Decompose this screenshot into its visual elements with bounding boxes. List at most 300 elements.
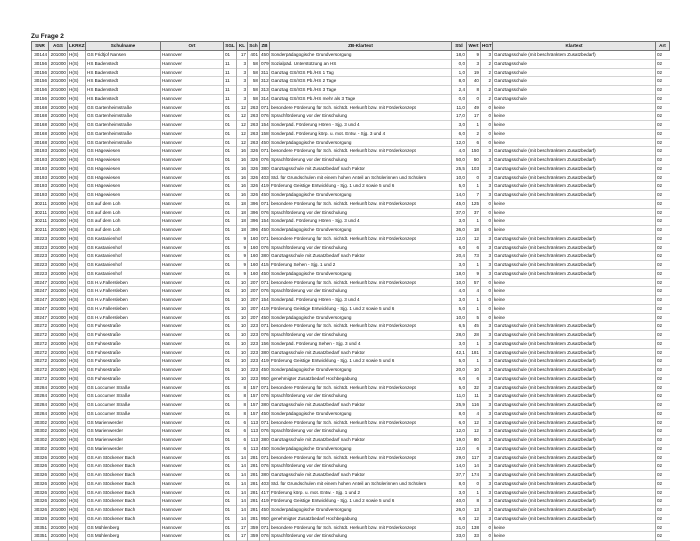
cell-hgt: 3 [481, 269, 493, 278]
cell-lkrkz: H(S) [68, 51, 86, 60]
cell-std: 10,0 [452, 313, 467, 322]
cell-lkrkz: H(S) [68, 322, 86, 331]
cell-art: 02 [656, 366, 670, 375]
cell-lkrkz: H(S) [68, 243, 86, 252]
cell-hgt: 2 [481, 59, 493, 68]
cell-art: 02 [656, 208, 670, 217]
cell-kl: 9 [237, 252, 248, 261]
cell-klartext: Ganztagsschule (mit beschränktem Zusatzbedarf) [493, 479, 656, 488]
cell-sgl: 11 [224, 68, 237, 77]
cell-std: 25,5 [452, 164, 467, 173]
cell-hgt: 0 [481, 208, 493, 217]
cell-hgt: 3 [481, 436, 493, 445]
cell-klartext: keine [493, 304, 656, 313]
cell-zb: 071 [260, 103, 270, 112]
cell-sch: 223 [248, 331, 260, 340]
cell-ags: 201000 [49, 234, 68, 243]
cell-klartext: Ganztagsschule (mit beschränktem Zusatzbedarf) [493, 348, 656, 357]
cell-sch: 396 [248, 199, 260, 208]
cell-sgl: 01 [224, 296, 237, 305]
cell-art: 02 [656, 261, 670, 270]
cell-zb: 380 [260, 348, 270, 357]
cell-klartext: keine [493, 532, 656, 541]
cell-std: 20,0 [452, 366, 467, 375]
cell-wert: 10 [467, 366, 481, 375]
cell-zb: 950 [260, 374, 270, 383]
cell-schulname: HS Badenstedt [86, 68, 161, 77]
cell-ort: Hannover [161, 506, 224, 515]
cell-lkrkz: H(S) [68, 164, 86, 173]
cell-zb-klartext: besondere Förderung für Sch. nichtdt. Herkunft bzw. mit Förderkonzept [270, 453, 452, 462]
cell-hgt: 3 [481, 357, 493, 366]
column-header-hgt: HGT [481, 42, 493, 51]
cell-zb-klartext: Ganztag GS/IGS Pb./HS 1 Tag [270, 68, 452, 77]
cell-schulname: GS Marienwerder [86, 427, 161, 436]
cell-sch: 160 [248, 252, 260, 261]
cell-ort: Hannover [161, 138, 224, 147]
cell-lkrkz: H(S) [68, 156, 86, 165]
cell-sch: 263 [248, 129, 260, 138]
cell-schulname: GS Fuhsestraße [86, 322, 161, 331]
cell-sgl: 01 [224, 138, 237, 147]
cell-sch: 359 [248, 532, 260, 541]
cell-sch: 160 [248, 234, 260, 243]
cell-lkrkz: H(S) [68, 374, 86, 383]
cell-ort: Hannover [161, 488, 224, 497]
cell-ort: Hannover [161, 182, 224, 191]
cell-sch: 326 [248, 156, 260, 165]
table-row [32, 471, 670, 480]
column-header-zb-klartext: ZB-Klartext [270, 42, 452, 51]
cell-schulname: GS Loccumer Straße [86, 409, 161, 418]
cell-klartext: Ganztagsschule (mit beschränktem Zusatzbedarf) [493, 409, 656, 418]
cell-ags: 201000 [49, 173, 68, 182]
cell-sgl: 01 [224, 348, 237, 357]
cell-schulname: GS H.v.Fallersleben [86, 287, 161, 296]
cell-schulname: GS Hägewiesen [86, 147, 161, 156]
cell-ort: Hannover [161, 497, 224, 506]
cell-hgt: 3 [481, 147, 493, 156]
cell-klartext: keine [493, 278, 656, 287]
cell-klartext: keine [493, 199, 656, 208]
cell-zb: 079 [260, 59, 270, 68]
cell-ags: 201000 [49, 199, 68, 208]
cell-ags: 201000 [49, 103, 68, 112]
cell-std: 14,0 [452, 191, 467, 200]
cell-zb: 450 [260, 138, 270, 147]
cell-kl: 14 [237, 479, 248, 488]
cell-sch: 263 [248, 121, 260, 130]
cell-kl: 16 [237, 164, 248, 173]
cell-ort: Hannover [161, 121, 224, 130]
cell-ort: Hannover [161, 374, 224, 383]
cell-lkrkz: H(S) [68, 68, 86, 77]
cell-kl: 3 [237, 94, 248, 103]
cell-lkrkz: H(S) [68, 383, 86, 392]
cell-wert: 17 [467, 112, 481, 121]
cell-art: 02 [656, 138, 670, 147]
cell-klartext: keine [493, 226, 656, 235]
table-row [32, 208, 670, 217]
cell-hgt: 0 [481, 103, 493, 112]
cell-klartext: Ganztagsschule (mit beschränktem Zusatzbedarf) [493, 453, 656, 462]
cell-wert: 33 [467, 532, 481, 541]
cell-kl: 10 [237, 278, 248, 287]
cell-art: 02 [656, 479, 670, 488]
cell-art: 02 [656, 278, 670, 287]
table-row [32, 514, 670, 523]
cell-zb-klartext: Sonderpädagogische Grundversorgung [270, 191, 452, 200]
cell-art: 02 [656, 339, 670, 348]
column-header-kl: KL [237, 42, 248, 51]
cell-sgl: 01 [224, 191, 237, 200]
cell-snr: 30223 [32, 269, 49, 278]
cell-wert: 9 [467, 51, 481, 60]
cell-art: 02 [656, 418, 670, 427]
cell-snr: 30193 [32, 182, 49, 191]
table-row [32, 436, 670, 445]
cell-snr: 30284 [32, 383, 49, 392]
cell-klartext: Ganztagsschule (mit beschränktem Zusatzbedarf) [493, 462, 656, 471]
cell-sgl: 01 [224, 392, 237, 401]
cell-zb-klartext: Förderung Geistige Entwicklung - Sjg. 1 und 2 sowie 5 und 6 [270, 304, 452, 313]
cell-schulname: GS Fuhsestraße [86, 374, 161, 383]
cell-schulname: GS Fuhsestraße [86, 331, 161, 340]
cell-ort: Hannover [161, 479, 224, 488]
cell-wert: 150 [467, 147, 481, 156]
cell-kl: 12 [237, 103, 248, 112]
cell-snr: 30326 [32, 471, 49, 480]
cell-sch: 157 [248, 392, 260, 401]
cell-kl: 8 [237, 383, 248, 392]
cell-hgt: 3 [481, 348, 493, 357]
cell-ags: 201000 [49, 322, 68, 331]
cell-ort: Hannover [161, 156, 224, 165]
cell-sgl: 11 [224, 86, 237, 95]
table-row [32, 278, 670, 287]
cell-ags: 201000 [49, 436, 68, 445]
cell-wert: 1 [467, 304, 481, 313]
cell-art: 02 [656, 51, 670, 60]
cell-ort: Hannover [161, 453, 224, 462]
cell-zb-klartext: Ganztag GS/IGS Pb./HS 3 Tage [270, 86, 452, 95]
cell-kl: 8 [237, 409, 248, 418]
cell-art: 02 [656, 444, 670, 453]
column-header-sch: Sch [248, 42, 260, 51]
cell-art: 02 [656, 322, 670, 331]
cell-snr: 30211 [32, 226, 49, 235]
cell-sch: 281 [248, 506, 260, 515]
cell-snr: 30351 [32, 523, 49, 532]
cell-sch: 113 [248, 444, 260, 453]
cell-std: 12,0 [452, 138, 467, 147]
cell-klartext: Ganztagsschule [493, 68, 656, 77]
cell-kl: 14 [237, 471, 248, 480]
cell-sgl: 01 [224, 173, 237, 182]
cell-sch: 160 [248, 243, 260, 252]
cell-klartext: Ganztagsschule (mit beschränktem Zusatzbedarf) [493, 173, 656, 182]
table-row [32, 269, 670, 278]
cell-snr: 30284 [32, 392, 49, 401]
cell-ort: Hannover [161, 383, 224, 392]
cell-ort: Hannover [161, 112, 224, 121]
cell-wert: 45 [467, 322, 481, 331]
cell-art: 02 [656, 68, 670, 77]
cell-ort: Hannover [161, 173, 224, 182]
cell-schulname: GS Gartenheimstraße [86, 103, 161, 112]
cell-lkrkz: H(S) [68, 514, 86, 523]
cell-ort: Hannover [161, 444, 224, 453]
cell-kl: 14 [237, 488, 248, 497]
cell-zb-klartext: besondere Förderung für Sch. nichtdt. Herkunft bzw. mit Förderkonzept [270, 383, 452, 392]
cell-wert: 4 [467, 409, 481, 418]
cell-sch: 58 [248, 94, 260, 103]
cell-snr: 30193 [32, 164, 49, 173]
cell-std: 26,0 [452, 506, 467, 515]
cell-hgt: 0 [481, 278, 493, 287]
cell-art: 02 [656, 147, 670, 156]
cell-hgt: 0 [481, 112, 493, 121]
table-row [32, 444, 670, 453]
cell-ags: 201000 [49, 497, 68, 506]
cell-wert: 49 [467, 103, 481, 112]
cell-zb-klartext: Sprachförderung vor der Einschulung [270, 243, 452, 252]
cell-hgt: 0 [481, 217, 493, 226]
cell-zb-klartext: Sonderpädagogische Grundversorgung [270, 226, 452, 235]
cell-art: 02 [656, 86, 670, 95]
cell-hgt: 3 [481, 164, 493, 173]
cell-wert: 12 [467, 418, 481, 427]
cell-klartext: Ganztagsschule (mit beschränktem Zusatzbedarf) [493, 357, 656, 366]
cell-sgl: 01 [224, 182, 237, 191]
cell-kl: 12 [237, 129, 248, 138]
cell-klartext: Ganztagsschule (mit beschränktem Zusatzbedarf) [493, 392, 656, 401]
cell-hgt: 3 [481, 462, 493, 471]
cell-sgl: 01 [224, 147, 237, 156]
cell-std: 17,0 [452, 112, 467, 121]
cell-kl: 9 [237, 269, 248, 278]
cell-ags: 201000 [49, 191, 68, 200]
cell-klartext: Ganztagsschule (mit beschränktem Zusatzbedarf) [493, 261, 656, 270]
cell-zb: 450 [260, 269, 270, 278]
cell-schulname: GS Marienwerder [86, 444, 161, 453]
cell-sgl: 01 [224, 287, 237, 296]
cell-lkrkz: H(S) [68, 94, 86, 103]
cell-zb: 071 [260, 453, 270, 462]
cell-hgt: 0 [481, 121, 493, 130]
cell-snr: 30272 [32, 339, 49, 348]
cell-klartext: Ganztagsschule (mit beschränktem Zusatzbedarf) [493, 147, 656, 156]
cell-zb-klartext: Sonderpädagogische Grundversorgung [270, 366, 452, 375]
cell-zb: 154 [260, 217, 270, 226]
cell-ort: Hannover [161, 59, 224, 68]
cell-sch: 326 [248, 173, 260, 182]
cell-klartext: Ganztagsschule (mit beschränktem Zusatzbedarf) [493, 252, 656, 261]
cell-klartext: Ganztagsschule (mit beschränktem Zusatzbedarf) [493, 269, 656, 278]
cell-schulname: GS Fuhsestraße [86, 366, 161, 375]
cell-lkrkz: H(S) [68, 173, 86, 182]
cell-klartext: Ganztagsschule [493, 94, 656, 103]
cell-lkrkz: H(S) [68, 208, 86, 217]
cell-sch: 223 [248, 348, 260, 357]
cell-ags: 201000 [49, 409, 68, 418]
cell-zb: 071 [260, 322, 270, 331]
cell-sch: 223 [248, 339, 260, 348]
cell-ags: 201000 [49, 252, 68, 261]
column-header-std: Std [452, 42, 467, 51]
cell-ags: 201000 [49, 121, 68, 130]
cell-lkrkz: H(S) [68, 532, 86, 541]
cell-ags: 201000 [49, 453, 68, 462]
cell-hgt: 3 [481, 374, 493, 383]
cell-art: 02 [656, 506, 670, 515]
cell-wert: 8 [467, 497, 481, 506]
column-header-ags: AGS [49, 42, 68, 51]
cell-ags: 201000 [49, 427, 68, 436]
cell-wert: 11 [467, 392, 481, 401]
cell-ort: Hannover [161, 199, 224, 208]
cell-art: 02 [656, 331, 670, 340]
cell-klartext: keine [493, 296, 656, 305]
cell-snr: 30272 [32, 331, 49, 340]
cell-sch: 207 [248, 304, 260, 313]
cell-kl: 16 [237, 191, 248, 200]
cell-kl: 17 [237, 532, 248, 541]
cell-sch: 281 [248, 471, 260, 480]
cell-schulname: GS Am Stöckener Bach [86, 488, 161, 497]
cell-hgt: 3 [481, 392, 493, 401]
cell-sgl: 11 [224, 77, 237, 86]
cell-lkrkz: H(S) [68, 77, 86, 86]
cell-ags: 201000 [49, 112, 68, 121]
cell-sch: 326 [248, 182, 260, 191]
cell-std: 19,0 [452, 436, 467, 445]
cell-ort: Hannover [161, 357, 224, 366]
cell-sch: 281 [248, 479, 260, 488]
cell-schulname: GS Mühlenberg [86, 532, 161, 541]
page-title: Zu Frage 2 [31, 33, 64, 40]
cell-sgl: 01 [224, 226, 237, 235]
cell-wert: 6 [467, 243, 481, 252]
cell-std: 45,0 [452, 199, 467, 208]
cell-snr: 30351 [32, 532, 49, 541]
cell-wert: 18 [467, 226, 481, 235]
cell-ags: 201000 [49, 479, 68, 488]
cell-klartext: Ganztagsschule (mit beschränktem Zusatzbedarf) [493, 444, 656, 453]
cell-zb: 076 [260, 392, 270, 401]
cell-ort: Hannover [161, 77, 224, 86]
cell-klartext: Ganztagsschule (mit beschränktem Zusatzbedarf) [493, 51, 656, 60]
cell-lkrkz: H(S) [68, 226, 86, 235]
cell-art: 02 [656, 77, 670, 86]
cell-sch: 160 [248, 269, 260, 278]
cell-art: 02 [656, 243, 670, 252]
cell-snr: 30302 [32, 418, 49, 427]
table-row [32, 191, 670, 200]
cell-sgl: 01 [224, 156, 237, 165]
cell-std: 4,0 [452, 147, 467, 156]
cell-hgt: 2 [481, 94, 493, 103]
cell-ort: Hannover [161, 287, 224, 296]
cell-wert: 12 [467, 514, 481, 523]
cell-hgt: 3 [481, 497, 493, 506]
cell-snr: 30168 [32, 112, 49, 121]
cell-sgl: 01 [224, 401, 237, 410]
cell-std: 31,0 [452, 523, 467, 532]
cell-lkrkz: H(S) [68, 59, 86, 68]
cell-sch: 263 [248, 103, 260, 112]
cell-ags: 201000 [49, 313, 68, 322]
cell-std: 40,0 [452, 497, 467, 506]
cell-snr: 30144 [32, 51, 49, 60]
cell-kl: 10 [237, 322, 248, 331]
table-row [32, 94, 670, 103]
table-row [32, 401, 670, 410]
cell-zb: 076 [260, 532, 270, 541]
cell-ort: Hannover [161, 366, 224, 375]
cell-sgl: 01 [224, 471, 237, 480]
cell-schulname: HS Badenstedt [86, 94, 161, 103]
cell-art: 02 [656, 217, 670, 226]
cell-wert: 117 [467, 453, 481, 462]
cell-zb: 450 [260, 51, 270, 60]
cell-kl: 17 [237, 523, 248, 532]
cell-ort: Hannover [161, 147, 224, 156]
cell-snr: 30168 [32, 121, 49, 130]
cell-klartext: Ganztagsschule (mit beschränktem Zusatzbedarf) [493, 191, 656, 200]
cell-lkrkz: H(S) [68, 523, 86, 532]
cell-snr: 30272 [32, 357, 49, 366]
cell-art: 02 [656, 234, 670, 243]
cell-art: 02 [656, 436, 670, 445]
cell-zb: 071 [260, 199, 270, 208]
cell-art: 02 [656, 462, 670, 471]
cell-hgt: 0 [481, 199, 493, 208]
cell-klartext: keine [493, 208, 656, 217]
cell-art: 02 [656, 191, 670, 200]
cell-kl: 10 [237, 331, 248, 340]
cell-art: 02 [656, 523, 670, 532]
cell-ags: 201000 [49, 304, 68, 313]
cell-zb-klartext: Sonderpäd. Förderung Hören - Sjg. 3 und 4 [270, 217, 452, 226]
cell-wert: 174 [467, 471, 481, 480]
cell-art: 02 [656, 514, 670, 523]
cell-art: 02 [656, 199, 670, 208]
cell-art: 02 [656, 304, 670, 313]
cell-snr: 30284 [32, 409, 49, 418]
cell-zb: 076 [260, 331, 270, 340]
cell-zb-klartext: besondere Förderung für Sch. nichtdt. Herkunft bzw. mit Förderkonzept [270, 523, 452, 532]
cell-schulname: GS Am Stöckener Bach [86, 506, 161, 515]
cell-std: 50,0 [452, 156, 467, 165]
cell-wert: 28 [467, 331, 481, 340]
cell-sch: 58 [248, 86, 260, 95]
cell-zb-klartext: Förderung Sehen - Sjg. 1 und 2 [270, 261, 452, 270]
cell-zb-klartext: Förderung körp. u. mot. Entw. - Sjg. 1 und 2 [270, 488, 452, 497]
cell-std: 29,0 [452, 453, 467, 462]
cell-zb: 158 [260, 129, 270, 138]
cell-art: 02 [656, 374, 670, 383]
cell-hgt: 0 [481, 129, 493, 138]
cell-sch: 113 [248, 418, 260, 427]
cell-ags: 201000 [49, 226, 68, 235]
cell-zb: 154 [260, 121, 270, 130]
cell-art: 02 [656, 401, 670, 410]
cell-std: 12,0 [452, 444, 467, 453]
cell-std: 42,1 [452, 348, 467, 357]
cell-std: 6,0 [452, 374, 467, 383]
cell-klartext: Ganztagsschule (mit beschränktem Zusatzbedarf) [493, 497, 656, 506]
